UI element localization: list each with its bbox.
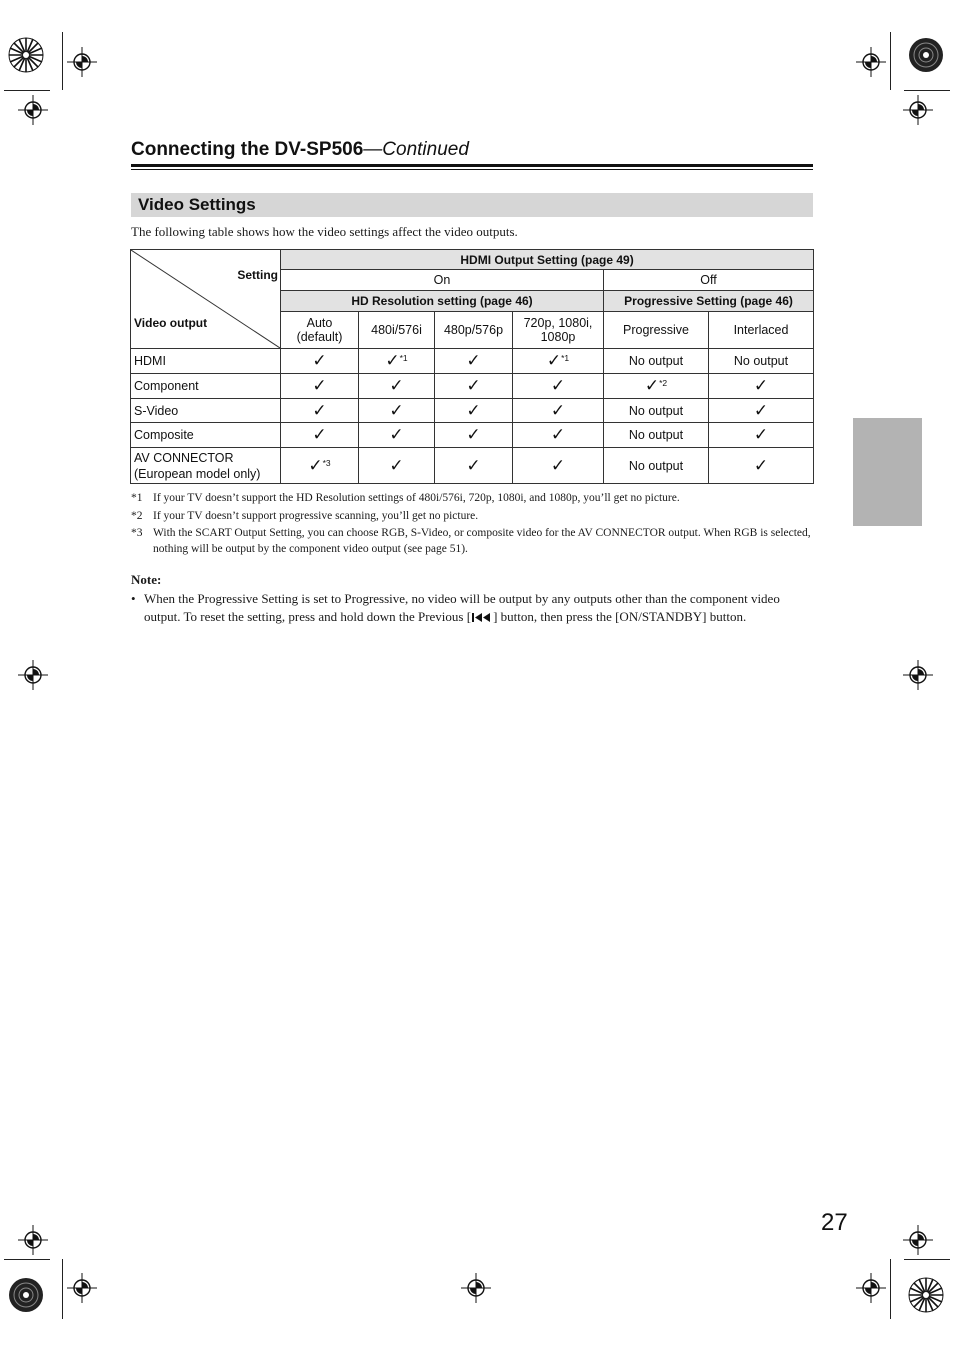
footnote-text: With the SCART Output Setting, you can choose RGB, S-Video, or composite video for the AV CONNECTOR output. When RGB is selected, nothing will be output by the component video output (see page 51). <box>153 527 811 555</box>
check-mark-icon: ✓ <box>753 400 769 421</box>
check-mark-icon: ✓ <box>312 400 327 421</box>
column-header: Progressive <box>604 312 709 349</box>
check-mark-icon: ✓ <box>753 425 769 445</box>
table-cell <box>435 423 513 448</box>
on-header: On <box>281 270 604 291</box>
header-rule <box>131 169 813 170</box>
row-label: Component <box>131 374 281 399</box>
check-mark-icon: ✓ <box>308 455 323 476</box>
crop-line <box>62 32 63 90</box>
table-cell: No output <box>604 399 709 423</box>
check-mark-icon: ✓ <box>466 376 481 396</box>
hd-resolution-header: HD Resolution setting (page 46) <box>281 291 604 312</box>
progressive-setting-header: Progressive Setting (page 46) <box>604 291 814 312</box>
check-mark-icon: ✓ <box>389 376 404 396</box>
check-mark-icon: ✓ <box>389 425 404 445</box>
row-label: HDMI <box>131 349 281 374</box>
registration-mark-icon <box>903 660 933 690</box>
table-cell <box>281 423 359 448</box>
footnote-ref: *3 <box>322 457 331 468</box>
check-mark-icon: ✓ <box>466 351 481 371</box>
check-mark-icon: ✓ <box>312 376 327 396</box>
check-mark-icon: ✓ <box>466 425 481 445</box>
table-cell <box>359 423 435 448</box>
check-mark-icon: ✓ <box>550 376 566 396</box>
table-cell <box>359 349 435 374</box>
table-row <box>131 448 814 484</box>
table-row <box>131 349 814 374</box>
page-header <box>131 139 469 161</box>
registration-mark-icon <box>903 95 933 125</box>
footnote-ref: *1 <box>561 352 570 363</box>
registration-mark-icon <box>18 660 48 690</box>
color-wheel-icon <box>908 1277 944 1313</box>
table-cell <box>359 448 435 484</box>
check-mark-icon: ✓ <box>385 351 400 371</box>
color-wheel-icon <box>8 1277 44 1313</box>
header-rule <box>131 164 813 167</box>
crop-line <box>890 32 891 90</box>
footnote-ref: *1 <box>399 352 408 363</box>
off-header: Off <box>604 270 814 291</box>
row-label-line: (European model only) <box>134 466 261 481</box>
footnote-text: If your TV doesn’t support the HD Resolution settings of 480i/576i, 720p, 1080i, and 1080p, you’ll get no picture. <box>153 492 680 504</box>
table-cell <box>435 448 513 484</box>
row-label: Composite <box>131 423 281 448</box>
crop-line <box>904 1259 950 1260</box>
table-row <box>131 399 814 423</box>
table-cell <box>513 448 604 484</box>
note-text <box>144 590 812 627</box>
column-header: Auto (default) <box>281 312 359 349</box>
row-label: S-Video <box>131 399 281 423</box>
table-cell <box>435 399 513 423</box>
check-mark-icon: ✓ <box>312 351 327 371</box>
check-mark-icon: ✓ <box>466 455 481 476</box>
page-header-continued: —Continued <box>363 139 469 160</box>
page-number: 27 <box>821 1209 848 1236</box>
registration-mark-icon <box>18 95 48 125</box>
color-wheel-icon <box>8 37 44 73</box>
table-row <box>131 423 814 448</box>
crop-line <box>890 1259 891 1319</box>
column-header: Interlaced <box>709 312 814 349</box>
table-cell <box>513 374 604 399</box>
registration-mark-icon <box>856 47 886 77</box>
row-label <box>131 448 281 484</box>
video-settings-table <box>130 249 814 484</box>
check-mark-icon: ✓ <box>312 425 327 445</box>
table-cell: No output <box>604 448 709 484</box>
table-cell <box>281 448 359 484</box>
table-row <box>131 374 814 399</box>
registration-mark-icon <box>18 1225 48 1255</box>
column-header: 480p/576p <box>435 312 513 349</box>
page-header-title: Connecting the DV-SP506 <box>131 139 364 160</box>
column-header: 480i/576i <box>359 312 435 349</box>
table-cell: No output <box>709 349 814 374</box>
table-cell: No output <box>604 423 709 448</box>
note-text-part: When the Progressive Setting is set to Progressive, no video will be output by any outputs other than the component video output. To reset the setting, press and hold down the Previous [ <box>144 591 780 624</box>
intro-text: The following table shows how the video settings affect the video outputs. <box>131 224 518 239</box>
table-corner-header <box>131 250 281 349</box>
table-cell <box>604 374 709 399</box>
table-cell <box>281 374 359 399</box>
footnote-number: *2 <box>131 510 143 522</box>
check-mark-icon: ✓ <box>550 425 566 445</box>
crop-line <box>904 90 950 91</box>
bullet: • <box>131 591 136 606</box>
table-cell <box>513 423 604 448</box>
check-mark-icon: ✓ <box>466 400 481 421</box>
corner-setting-label: Setting <box>237 268 278 282</box>
check-mark-icon: ✓ <box>550 400 566 421</box>
crop-line <box>4 90 50 91</box>
table-cell <box>435 374 513 399</box>
check-mark-icon: ✓ <box>644 376 660 396</box>
note-title: Note: <box>131 572 162 587</box>
footnote-number: *3 <box>131 527 143 539</box>
table-cell <box>359 399 435 423</box>
check-mark-icon: ✓ <box>389 455 404 476</box>
check-mark-icon: ✓ <box>546 351 562 371</box>
color-wheel-icon <box>908 37 944 73</box>
footnote-number: *1 <box>131 492 143 504</box>
registration-mark-icon <box>856 1273 886 1303</box>
footnote-ref: *2 <box>659 377 668 388</box>
registration-mark-icon <box>67 1273 97 1303</box>
table-cell <box>281 399 359 423</box>
registration-mark-icon <box>903 1225 933 1255</box>
table-cell <box>513 349 604 374</box>
table-cell <box>709 423 814 448</box>
check-mark-icon: ✓ <box>753 455 769 476</box>
registration-mark-icon <box>461 1273 491 1303</box>
footnote <box>131 508 811 524</box>
previous-icon <box>471 610 493 628</box>
hdmi-output-setting-header: HDMI Output Setting (page 49) <box>281 250 814 270</box>
corner-video-output-label: Video output <box>134 316 208 330</box>
row-label-line: AV CONNECTOR <box>134 450 234 465</box>
table-cell <box>513 399 604 423</box>
table-cell <box>709 374 814 399</box>
table-cell <box>359 374 435 399</box>
note-text-part: ] button, then press the [ON/STANDBY] button. <box>493 608 747 624</box>
registration-mark-icon <box>67 47 97 77</box>
side-tab <box>853 418 922 526</box>
table-cell <box>709 399 814 423</box>
crop-line <box>4 1259 50 1260</box>
footnote <box>131 525 811 559</box>
check-mark-icon: ✓ <box>550 455 566 476</box>
check-mark-icon: ✓ <box>753 376 769 396</box>
check-mark-icon: ✓ <box>389 400 404 421</box>
footnote-text: If your TV doesn’t support progressive scanning, you’ll get no picture. <box>153 510 479 522</box>
footnote <box>131 490 811 506</box>
table-cell <box>709 448 814 484</box>
table-cell: No output <box>604 349 709 374</box>
table-cell <box>435 349 513 374</box>
table-cell <box>281 349 359 374</box>
section-title-bar <box>131 193 813 217</box>
section-title: Video Settings <box>138 195 256 214</box>
column-header: 720p, 1080i, 1080p <box>513 312 604 349</box>
crop-line <box>62 1259 63 1319</box>
